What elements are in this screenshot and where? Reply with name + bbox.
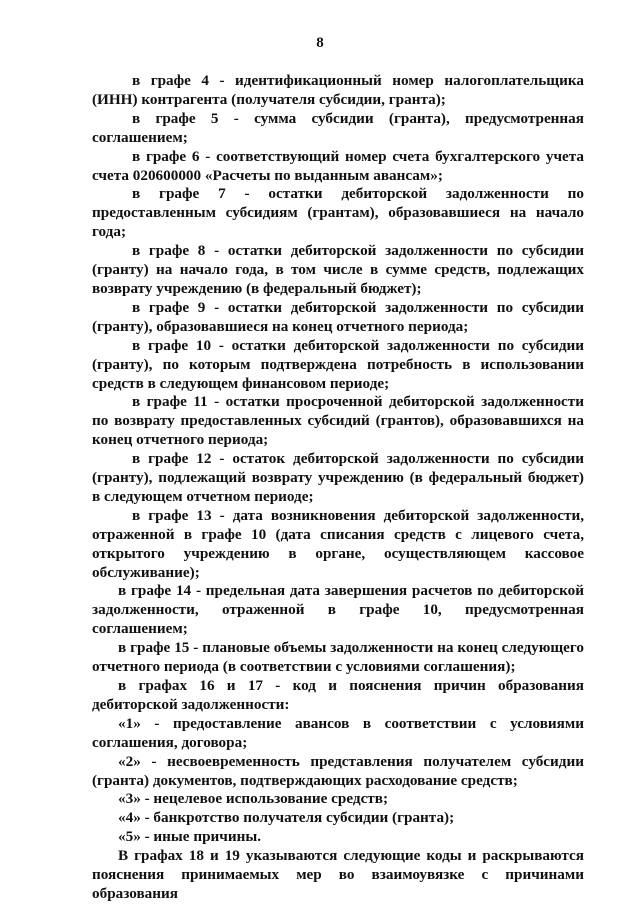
paragraph-column-11: в графе 11 - остатки просроченной дебиторской задолженности по возврату предоставленных субсидий (грантов), образовавшихся на конец отчетного периода;: [92, 393, 584, 449]
paragraph-column-7: в графе 7 - остатки дебиторской задолженности по предоставленным субсидиям (грантам), образовавшиеся на начало года;: [92, 185, 584, 241]
list-item-code-1: «1» - предоставление авансов в соответствии с условиями соглашения, договора;: [92, 714, 584, 751]
paragraph-column-4: в графе 4 - идентификационный номер налогоплательщика (ИНН) контрагента (получателя субсидии, гранта);: [92, 72, 584, 108]
paragraph-columns-18-19: В графах 18 и 19 указываются следующие коды и раскрываются пояснения принимаемых мер во взаимоувязке с причинами образования: [92, 847, 584, 902]
paragraph-column-6: в графе 6 - соответствующий номер счета бухгалтерского учета счета 020600000 «Расчеты по выданным авансам»;: [92, 147, 584, 184]
paragraph-column-10: в графе 10 - остатки дебиторской задолженности по субсидии (гранту), по которым подтверждена потребность в использовании средств в следующем финансовом периоде;: [92, 336, 584, 392]
paragraph-columns-16-17: в графах 16 и 17 - код и пояснения причин образования дебиторской задолженности:: [92, 677, 584, 713]
paragraph-column-14: в графе 14 - предельная дата завершения расчетов по дебиторской задолженности, отраженной в графе 10, предусмотренная соглашением;: [92, 582, 584, 638]
list-item-code-4: «4» - банкротство получателя субсидии (гранта);: [118, 809, 455, 827]
document-body: [92, 72, 584, 904]
list-item-code-2: «2» - несвоевременность представления получателем субсидии (гранта) документов, подтверждающих расходование средств;: [92, 752, 584, 789]
list-item-code-3: «3» - нецелевое использование средств;: [118, 790, 389, 808]
list-item-code-5: «5» - иные причины.: [118, 828, 261, 846]
paragraph-column-5: в графе 5 - сумма субсидии (гранта), предусмотренная соглашением;: [92, 109, 584, 146]
paragraph-column-8: в графе 8 - остатки дебиторской задолженности по субсидии (гранту) на начало года, в том числе в сумме средств, подлежащих возврату учреждению (в федеральный бюджет);: [92, 242, 584, 297]
page-number: 8: [316, 35, 324, 51]
paragraph-column-12: в графе 12 - остаток дебиторской задолженности по субсидии (гранту), подлежащий возврату учреждению (в федеральный бюджет) в следующем отчетном периоде;: [92, 450, 584, 505]
paragraph-column-9: в графе 9 - остатки дебиторской задолженности по субсидии (гранту), образовавшиеся на конец отчетного периода;: [92, 298, 584, 335]
paragraph-column-15: в графе 15 - плановые объемы задолженности на конец следующего отчетного периода (в соответствии с условиями соглашения);: [92, 639, 584, 676]
paragraph-column-13: в графе 13 - дата возникновения дебиторской задолженности, отраженной в графе 10 (дата списания средств с лицевого счета, открытого учреждению в органе, осуществляющем кассовое обслуживание);: [92, 506, 584, 581]
